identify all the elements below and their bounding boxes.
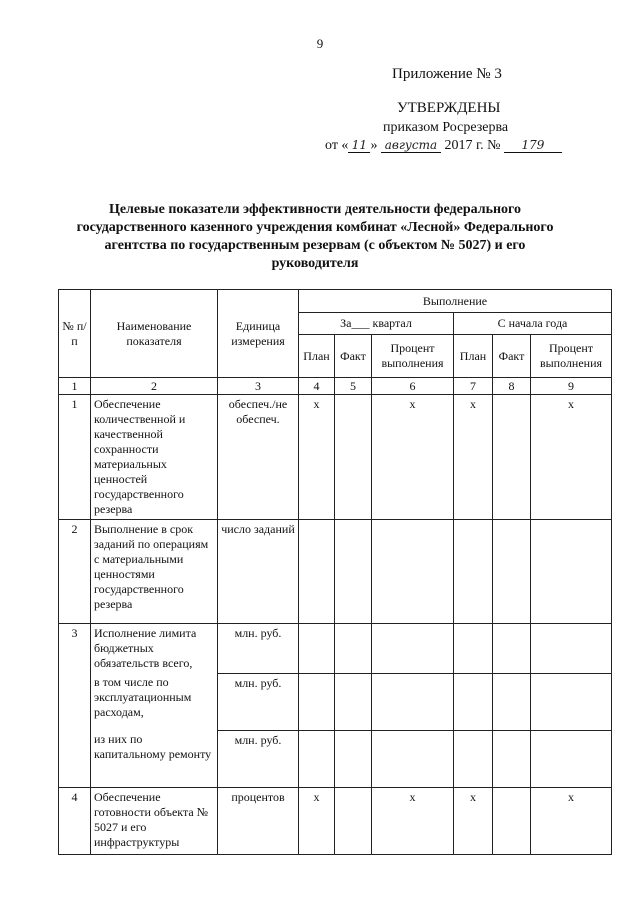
header-unit: Единица измерения xyxy=(218,290,299,378)
fact-year-cell xyxy=(493,787,531,854)
header-year-start: С начала года xyxy=(454,313,612,335)
header-num: № п/п xyxy=(59,290,91,378)
percent-year-cell xyxy=(531,520,612,624)
table-row xyxy=(59,787,612,854)
plan-quarter-cell xyxy=(299,673,335,730)
row-name: Обеспечение готовности объекта № 5027 и его инфраструктуры xyxy=(91,787,218,854)
percent-quarter-cell xyxy=(372,730,454,787)
fact-quarter-cell xyxy=(335,787,372,854)
table-row xyxy=(59,395,612,520)
row-name-repair: из них по капитальному ремонту xyxy=(91,730,218,787)
fact-year-cell xyxy=(493,673,531,730)
col-number: 6 xyxy=(372,378,454,395)
percent-year-cell xyxy=(531,624,612,674)
fact-quarter-cell xyxy=(335,730,372,787)
col-number: 9 xyxy=(531,378,612,395)
date-year: 2017 г. № xyxy=(444,138,501,153)
percent-quarter-cell: х xyxy=(372,787,454,854)
percent-year-cell: х xyxy=(531,787,612,854)
row-unit: обеспеч./не обеспеч. xyxy=(218,395,299,520)
row-num: 3 xyxy=(59,624,91,788)
document-title: Целевые показатели эффективности деятельности федерального государственного казенного учреждения комбинат «Лесной» Федерального агентства по государственным резервам (с объектом № 5027) и его руководителя xyxy=(76,202,554,271)
column-numbers-row xyxy=(59,378,612,395)
header-plan-quarter: План xyxy=(299,335,335,378)
table-row xyxy=(59,624,612,674)
date-sep: » xyxy=(370,138,378,153)
col-number: 4 xyxy=(299,378,335,395)
plan-quarter-cell xyxy=(299,624,335,674)
fact-quarter-cell xyxy=(335,395,372,520)
col-number: 5 xyxy=(335,378,372,395)
table-row xyxy=(59,520,612,624)
col-number: 7 xyxy=(454,378,493,395)
plan-year-cell xyxy=(454,520,493,624)
col-number: 3 xyxy=(218,378,299,395)
row-num: 2 xyxy=(59,520,91,624)
order-date-line xyxy=(325,138,562,154)
percent-quarter-cell xyxy=(372,673,454,730)
row-unit: млн. руб. xyxy=(218,730,299,787)
fact-year-cell xyxy=(493,624,531,674)
approved-label: УТВЕРЖДЕНЫ xyxy=(397,100,501,116)
header-percent-year: Процент выполнения xyxy=(531,335,612,378)
date-day: 11 xyxy=(348,138,370,153)
row-unit: млн. руб. xyxy=(218,624,299,674)
plan-year-cell xyxy=(454,624,493,674)
percent-quarter-cell xyxy=(372,624,454,674)
plan-year-cell: х xyxy=(454,395,493,520)
header-name: Наименование показателя xyxy=(91,290,218,378)
order-label: приказом Росрезерва xyxy=(383,120,509,135)
row-unit: процентов xyxy=(218,787,299,854)
row-name-operational: в том числе по эксплуатационным расходам, xyxy=(91,673,218,730)
page-number: 9 xyxy=(316,36,324,51)
plan-year-cell xyxy=(454,673,493,730)
row-name-total: Исполнение лимита бюджетных обязательств всего, xyxy=(91,624,218,674)
plan-quarter-cell: х xyxy=(299,787,335,854)
col-number: 2 xyxy=(91,378,218,395)
fact-year-cell xyxy=(493,520,531,624)
date-prefix: от « xyxy=(325,138,349,153)
appendix-label: Приложение № 3 xyxy=(392,66,502,82)
indicators-table xyxy=(58,289,612,855)
header-fact-quarter: Факт xyxy=(335,335,372,378)
header-plan-year: План xyxy=(454,335,493,378)
table-row xyxy=(59,673,612,730)
row-name: Обеспечение количественной и качественной сохранности материальных ценностей государственного резерва xyxy=(91,395,218,520)
plan-year-cell xyxy=(454,730,493,787)
fact-year-cell xyxy=(493,395,531,520)
percent-year-cell xyxy=(531,730,612,787)
col-number: 8 xyxy=(493,378,531,395)
header-percent-quarter: Процент выполнения xyxy=(372,335,454,378)
fact-quarter-cell xyxy=(335,624,372,674)
percent-year-cell xyxy=(531,673,612,730)
plan-quarter-cell: х xyxy=(299,395,335,520)
plan-quarter-cell xyxy=(299,730,335,787)
order-number: 179 xyxy=(504,138,562,153)
percent-quarter-cell xyxy=(372,520,454,624)
table-row xyxy=(59,730,612,787)
header-execution: Выполнение xyxy=(299,290,612,313)
plan-year-cell: х xyxy=(454,787,493,854)
header-fact-year: Факт xyxy=(493,335,531,378)
row-unit: млн. руб. xyxy=(218,673,299,730)
percent-year-cell: х xyxy=(531,395,612,520)
fact-quarter-cell xyxy=(335,520,372,624)
col-number: 1 xyxy=(59,378,91,395)
fact-quarter-cell xyxy=(335,673,372,730)
row-name: Выполнение в срок заданий по операциям с материальными ценностями государственного резерва xyxy=(91,520,218,624)
percent-quarter-cell: х xyxy=(372,395,454,520)
row-unit: число заданий xyxy=(218,520,299,624)
date-month: августа xyxy=(381,138,441,153)
header-quarter: За___ квартал xyxy=(299,313,454,335)
fact-year-cell xyxy=(493,730,531,787)
plan-quarter-cell xyxy=(299,520,335,624)
row-num: 4 xyxy=(59,787,91,854)
row-num: 1 xyxy=(59,395,91,520)
